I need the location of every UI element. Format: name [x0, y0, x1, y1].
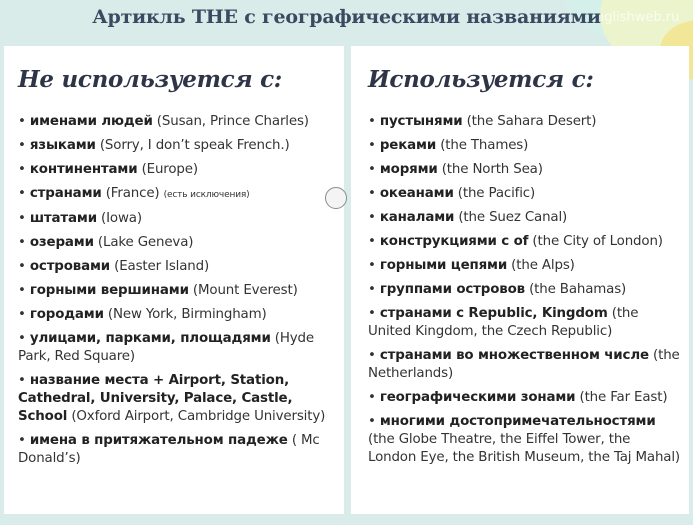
item-keyword: именами людей [29, 114, 153, 129]
item-examples: (France) [101, 186, 164, 201]
item-examples: (the United Kingdom, the Czech Republic) [368, 306, 639, 339]
used-heading: Используется с: [368, 66, 594, 93]
not-used-heading: Не используется с: [18, 66, 282, 93]
list-item: • странами (France) (есть исключения) [18, 186, 250, 201]
item-keyword: странами [29, 186, 102, 201]
item-examples: (Sorry, I don’t speak French.) [95, 138, 290, 153]
list-item: • географическими зонами (the Far East) [368, 390, 668, 405]
item-examples: (Europe) [137, 162, 198, 177]
item-keyword: конструкциями с of [379, 234, 529, 249]
item-examples: (the Sahara Desert) [462, 114, 597, 129]
list-item: • реками (the Thames) [368, 138, 529, 153]
item-keyword: штатами [29, 211, 97, 226]
item-examples: (the Bahamas) [524, 282, 627, 297]
item-examples: (Iowa) [96, 211, 142, 226]
page-title: Артикль THE с географическими названиями [92, 6, 601, 28]
item-examples: (the City of London) [528, 234, 663, 249]
item-examples: (the Pacific) [453, 186, 536, 201]
item-keyword: название места + Airport, Station, Cathedral, University, Palace, Castle, School [18, 373, 293, 424]
item-keyword: каналами [379, 210, 455, 225]
list-item: • странами с Republic, Kingdom (the United Kingdom, the Czech Republic) [368, 306, 639, 339]
item-keyword: странами с Republic, Kingdom [379, 306, 608, 321]
item-keyword: континентами [29, 162, 138, 177]
item-keyword: пустынями [379, 114, 463, 129]
list-item: • странами во множественном числе (the Netherlands) [368, 348, 680, 381]
item-examples: (the Far East) [575, 390, 668, 405]
item-keyword: многими достопримечательностями [379, 414, 656, 429]
list-item: • океанами (the Pacific) [368, 186, 536, 201]
item-keyword: морями [379, 162, 438, 177]
list-item: • улицами, парками, площадями (Hyde Park, Red Square) [18, 331, 315, 364]
list-item: • имена в притяжательном падеже ( Mc Donald’s) [18, 433, 320, 466]
item-examples: (Susan, Prince Charles) [152, 114, 309, 129]
list-item: • морями (the North Sea) [368, 162, 543, 177]
item-examples: (the North Sea) [437, 162, 543, 177]
list-item: • островами (Easter Island) [18, 259, 210, 274]
item-keyword: странами во множественном числе [379, 348, 649, 363]
item-keyword: городами [29, 307, 104, 322]
item-examples: (Mount Everest) [188, 283, 298, 298]
list-item: • конструкциями с of (the City of London) [368, 234, 663, 249]
item-keyword: географическими зонами [379, 390, 576, 405]
item-keyword: улицами, парками, площадями [29, 331, 271, 346]
list-item: • языками (Sorry, I don’t speak French.) [18, 138, 290, 153]
item-keyword: языками [29, 138, 96, 153]
list-item: • озерами (Lake Geneva) [18, 235, 194, 250]
list-item: • городами (New York, Birmingham) [18, 307, 267, 322]
used-panel [351, 46, 689, 514]
item-examples: (the Globe Theatre, the Eiffel Tower, the London Eye, the British Museum, the Taj Mahal) [368, 432, 680, 465]
item-keyword: горными цепями [379, 258, 508, 273]
list-item: • название места + Airport, Station, Cathedral, University, Palace, Castle, School (Oxford Airport, Cambridge University) [18, 373, 326, 424]
not-used-list [18, 113, 334, 468]
item-examples: (the Alps) [507, 258, 575, 273]
item-keyword: группами островов [379, 282, 525, 297]
item-examples: (Easter Island) [110, 259, 210, 274]
list-item: • континентами (Europe) [18, 162, 198, 177]
item-note: (есть исключения) [163, 190, 250, 200]
item-keyword: островами [29, 259, 111, 274]
item-keyword: океанами [379, 186, 454, 201]
list-item: • группами островов (the Bahamas) [368, 282, 627, 297]
item-examples: (Oxford Airport, Cambridge University) [67, 409, 326, 424]
item-keyword: реками [379, 138, 437, 153]
item-keyword: имена в притяжательном падеже [29, 433, 288, 448]
list-item: • пустынями (the Sahara Desert) [368, 114, 597, 129]
list-item: • штатами (Iowa) [18, 211, 142, 226]
item-examples: (Lake Geneva) [93, 235, 194, 250]
list-item: • горными вершинами (Mount Everest) [18, 283, 298, 298]
item-keyword: горными вершинами [29, 283, 189, 298]
list-item: • именами людей (Susan, Prince Charles) [18, 114, 309, 129]
item-examples: ( Mc Donald’s) [18, 433, 320, 466]
list-item: • многими достопримечательностями (the Globe Theatre, the Eiffel Tower, the London Eye, the British Museum, the Taj Mahal) [368, 414, 680, 465]
item-examples: (the Thames) [436, 138, 529, 153]
item-keyword: озерами [29, 235, 94, 250]
item-examples: (the Netherlands) [368, 348, 680, 381]
cursor-circle-icon [325, 187, 347, 209]
not-used-panel [4, 46, 344, 514]
used-list [368, 113, 681, 467]
item-examples: (the Suez Canal) [454, 210, 568, 225]
watermark: englishweb.ru [588, 10, 680, 25]
item-examples: (Hyde Park, Red Square) [18, 331, 315, 364]
list-item: • каналами (the Suez Canal) [368, 210, 568, 225]
item-examples: (New York, Birmingham) [103, 307, 267, 322]
list-item: • горными цепями (the Alps) [368, 258, 575, 273]
